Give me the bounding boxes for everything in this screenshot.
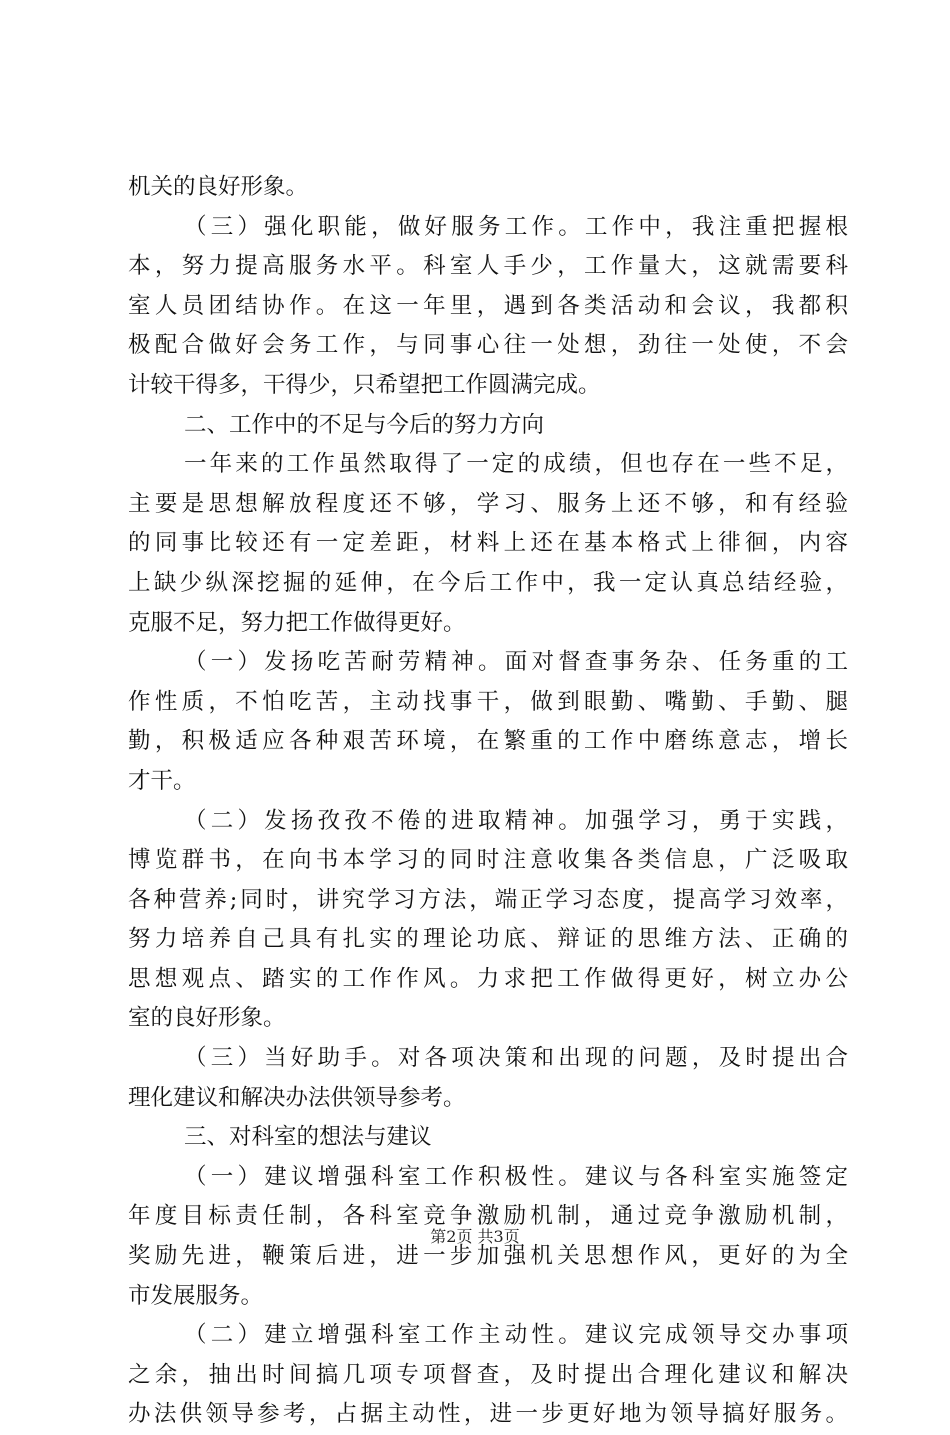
page-footer: 第2页 共3页 xyxy=(430,1227,520,1246)
section-heading: 三、对科室的想法与建议 xyxy=(184,1124,432,1151)
text-line: 一年来的工作虽然取得了一定的成绩，但也存在一些不足， xyxy=(184,451,848,478)
text-line: （三）当好助手。对各项决策和出现的问题，及时提出合 xyxy=(184,1045,848,1072)
text-line: 博览群书，在向书本学习的同时注意收集各类信息，广泛吸取 xyxy=(128,847,848,874)
text-line: （二）发扬孜孜不倦的进取精神。加强学习，勇于实践， xyxy=(184,807,848,834)
text-line: 主要是思想解放程度还不够，学习、服务上还不够，和有经验 xyxy=(128,490,848,517)
text-line: 市发展服务。 xyxy=(128,1282,264,1309)
text-line: 的同事比较还有一定差距，材料上还在基本格式上徘徊，内容 xyxy=(128,530,848,557)
text-line: （三）强化职能，做好服务工作。工作中，我注重把握根 xyxy=(184,213,848,240)
text-line: 本，努力提高服务水平。科室人手少，工作量大，这就需要科 xyxy=(128,253,848,280)
text-line: （一）发扬吃苦耐劳精神。面对督查事务杂、任务重的工 xyxy=(184,649,848,676)
text-line: 上缺少纵深挖掘的延伸，在今后工作中，我一定认真总结经验， xyxy=(128,569,848,596)
text-line: 机关的良好形象。 xyxy=(128,174,309,200)
section-heading: 二、工作中的不足与今后的努力方向 xyxy=(184,411,545,438)
text-line: 极配合做好会务工作，与同事心往一处想，劲往一处使，不会 xyxy=(128,332,848,359)
text-line: 努力培养自己具有扎实的理论功底、辩证的思维方法、正确的 xyxy=(128,926,848,953)
text-line: 克服不足，努力把工作做得更好。 xyxy=(128,609,466,636)
text-line: 年度目标责任制，各科室竞争激励机制，通过竞争激励机制， xyxy=(128,1203,848,1230)
text-line: 各种营养;同时，讲究学习方法，端正学习态度，提高学习效率， xyxy=(128,886,848,913)
text-line: 办法供领导参考，占据主动性，进一步更好地为领导搞好服务。 xyxy=(128,1401,848,1428)
text-line: 勤，积极适应各种艰苦环境，在繁重的工作中磨练意志，增长 xyxy=(128,728,848,755)
text-line: 才干。 xyxy=(128,767,196,794)
text-line: 室的良好形象。 xyxy=(128,1005,286,1032)
text-line: 理化建议和解决办法供领导参考。 xyxy=(128,1084,466,1111)
text-line: （一）建议增强科室工作积极性。建议与各科室实施签定 xyxy=(184,1163,848,1190)
text-line: （二）建立增强科室工作主动性。建议完成领导交办事项 xyxy=(184,1322,848,1349)
text-line: 之余，抽出时间搞几项专项督查，及时提出合理化建议和解决 xyxy=(128,1361,848,1388)
text-line: 思想观点、踏实的工作作风。力求把工作做得更好，树立办公 xyxy=(128,965,848,992)
text-line: 计较干得多，干得少，只希望把工作圆满完成。 xyxy=(128,371,601,398)
text-line: 室人员团结协作。在这一年里，遇到各类活动和会议，我都积 xyxy=(128,292,848,319)
text-line: 奖励先进，鞭策后进，进一步加强机关思想作风，更好的为全 xyxy=(128,1243,848,1270)
text-line: 作性质，不怕吃苦，主动找事干，做到眼勤、嘴勤、手勤、腿 xyxy=(128,688,848,715)
